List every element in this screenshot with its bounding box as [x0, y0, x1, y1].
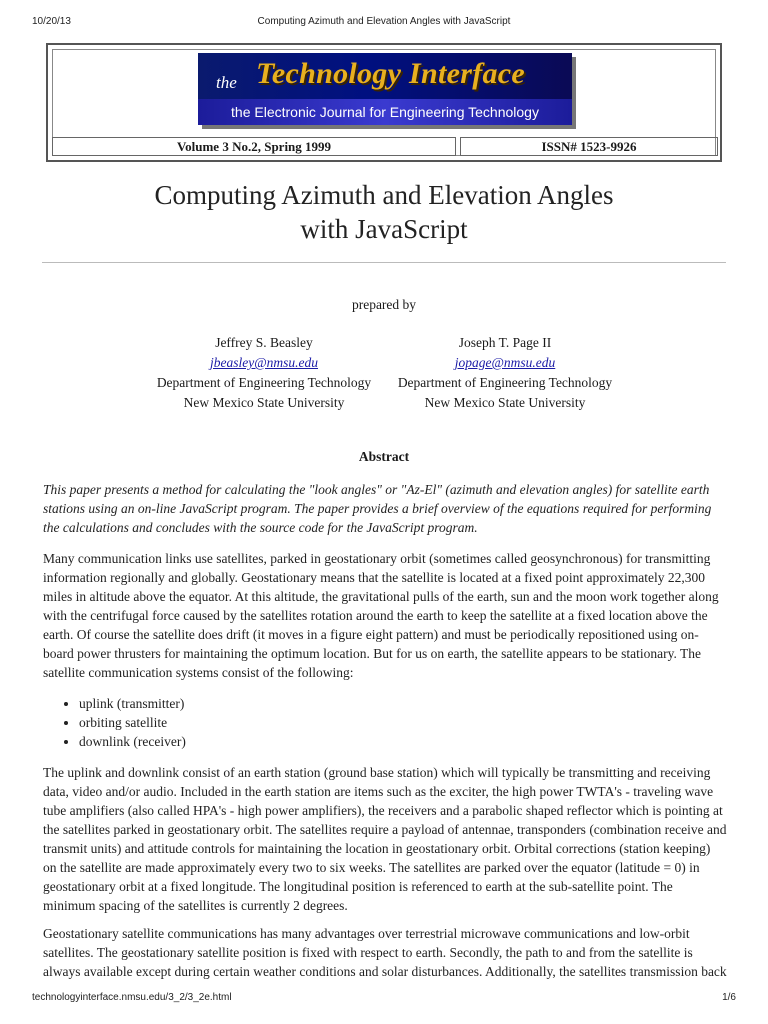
print-date: 10/20/13 — [32, 16, 71, 27]
author-name: Jeffrey S. Beasley — [215, 335, 313, 350]
print-footer — [0, 992, 768, 1012]
author-university: New Mexico State University — [183, 395, 345, 410]
list-item: • orbiting satellite — [79, 713, 186, 732]
issn-cell: ISSN# 1523-9926 — [460, 137, 718, 156]
author-block-2 — [375, 333, 635, 413]
body-paragraph-2: The uplink and downlink consist of an earth station (ground base station) which will typically be transmitting and receiving data, video and/or audio. Included in the earth station are items such as the exciter, the high power TWTA's - traveling wave tube amplifiers (also called HPA's - high power amplifiers), the receivers and a parabolic shaped reflector which is pointing at the satellites parked in geostationary orbit. The satellites require a payload of antennae, transponders (combination receive and transmit units) and attitude controls for maintaining the location in geostationary orbit. Orbital corrections (station keeping) on the satellite are made approximately every two to six weeks. The satellites are parked over the equator (latitude = 0) in geostationary orbit at a fixed longitude. The longitudinal position is referenced to earth at the sub-satellite point. The minimum spacing of the satellites is currently 2 degrees. — [43, 765, 727, 913]
print-url: technologyinterface.nmsu.edu/3_2/3_2e.html — [32, 992, 232, 1003]
page-number: 1/6 — [722, 992, 736, 1003]
title-divider — [42, 262, 726, 263]
author-name: Joseph T. Page II — [458, 335, 552, 350]
abstract-heading: Abstract — [358, 449, 410, 464]
author-email-link[interactable]: jopage@nmsu.edu — [454, 355, 556, 370]
logo-banner-top — [198, 53, 572, 99]
journal-logo — [198, 53, 572, 125]
body-paragraph-1: Many communication links use satellites, parked in geostationary orbit (sometimes called geosynchronous) for transmitting information regionally and globally. Geostationary means that the satellite is located at a fixed point approximately 22,300 miles in altitude above the equator. At this altitude, the gravitational pulls of the earth, sun and the moon work together along with the centrifugal force caused by the satellites rotation around the earth to keep the satellite at a fixed location above the earth. Of course the satellite does drift (it moves in a figure eight pattern) and must be periodically repositioned using on-board power thrusters for maintaining the optimum location. But for us on earth, the satellite appears to be stationary. The satellite communication systems consist of the following: — [43, 551, 719, 680]
volume-cell: Volume 3 No.2, Spring 1999 — [52, 137, 456, 156]
list-item: • uplink (transmitter) — [79, 694, 186, 713]
author-university: New Mexico State University — [424, 395, 586, 410]
logo-banner-bottom — [198, 99, 572, 125]
journal-masthead — [46, 43, 722, 162]
issue-info-bar — [52, 137, 716, 158]
logo-subtitle: the Electronic Journal for Engineering Technology — [231, 104, 539, 120]
system-components-list — [43, 694, 186, 751]
article-title — [0, 178, 768, 246]
author-email-link[interactable]: jbeasley@nmsu.edu — [209, 355, 319, 370]
print-page-title: Computing Azimuth and Elevation Angles with JavaScript — [257, 16, 511, 27]
body-paragraph-3: Geostationary satellite communications has many advantages over terrestrial microwave communications and low-orbit satellites. The geostationary satellite position is fixed with respect to earth. Secondly, the path to and from the satellite is always available except during certain weather conditions and solar disturbances. Additionally, the satellites transmission back — [43, 926, 727, 979]
article-title-line-1: Computing Azimuth and Elevation Angles — [154, 180, 614, 210]
list-item: • downlink (receiver) — [79, 732, 186, 751]
author-department: Department of Engineering Technology — [397, 375, 613, 390]
author-block-1 — [134, 333, 394, 413]
logo-the-text: the — [216, 73, 237, 92]
article-title-line-2: with JavaScript — [300, 214, 468, 244]
author-department: Department of Engineering Technology — [156, 375, 372, 390]
logo-journal-name: Technology Interface — [256, 57, 526, 90]
print-header — [0, 0, 768, 27]
prepared-by-label: prepared by — [351, 297, 417, 312]
abstract-text: This paper presents a method for calculating the "look angles" or "Az-El" (azimuth and elevation angles) for satellite earth stations using an on-line JavaScript program. The paper provides a brief overview of the equations required for performing the calculations and concludes with the source code for the JavaScript program. — [43, 482, 712, 535]
